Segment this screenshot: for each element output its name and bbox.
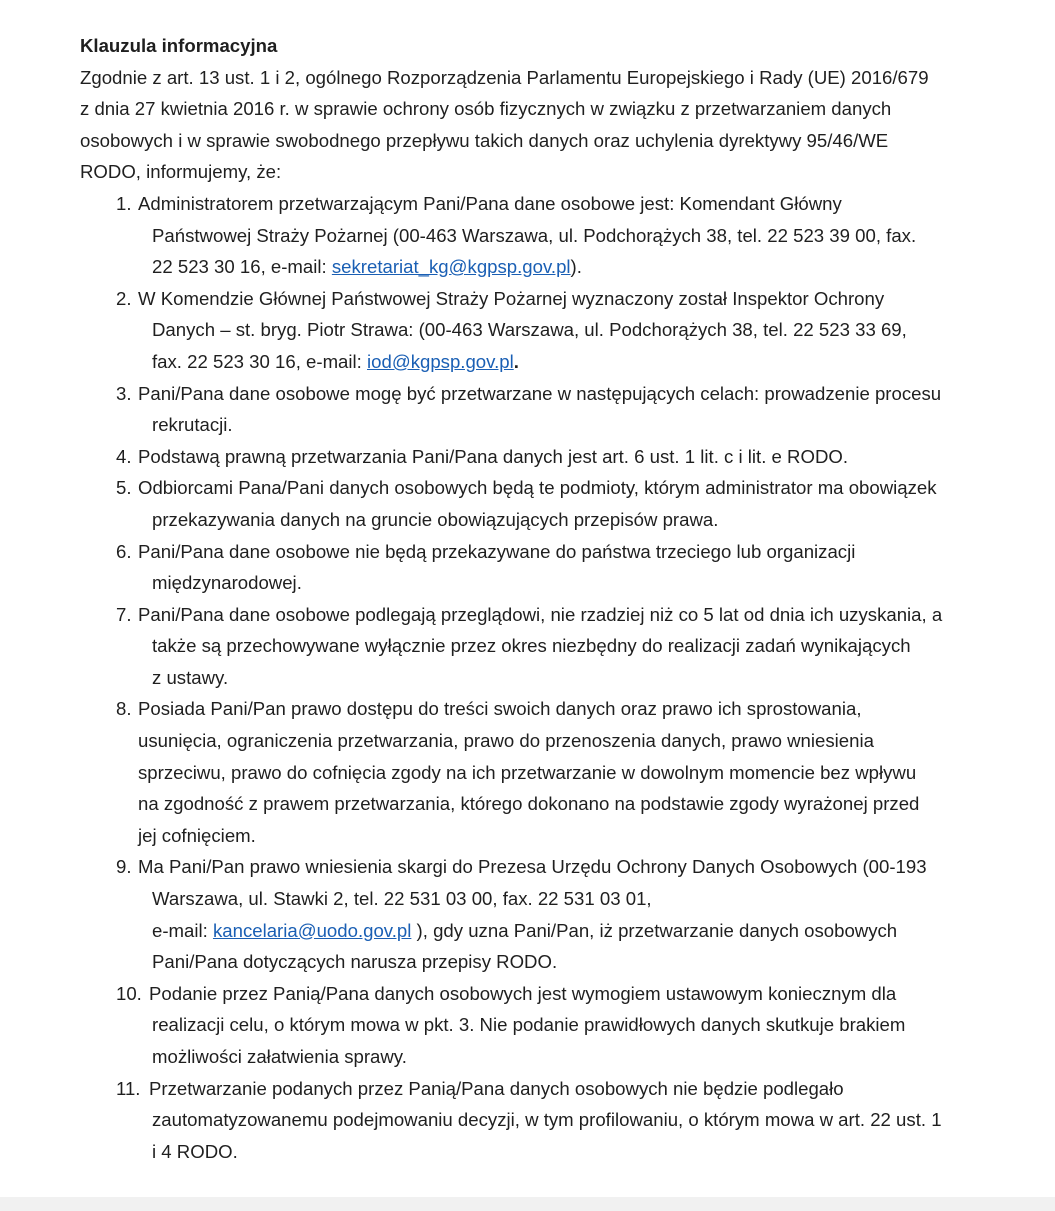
list-item-line: W Komendzie Głównej Państwowej Straży Pożarnej wyznaczony został Inspektor Ochrony — [138, 287, 885, 309]
list-item-line: Pani/Pana dane osobowe nie będą przekazywane do państwa trzeciego lub organizacji — [138, 540, 856, 562]
list-item-text: e-mail: — [152, 919, 213, 941]
list-item-line — [80, 251, 1020, 283]
list-item-line: Podstawą prawną przetwarzania Pani/Pana danych jest art. 6 ust. 1 lit. c i lit. e RODO. — [138, 445, 848, 467]
list-item-text: ). — [570, 256, 582, 278]
list-item-line: zautomatyzowanemu podejmowaniu decyzji, w tym profilowaniu, o którym mowa w art. 22 ust. 1 — [152, 1109, 942, 1131]
intro-paragraph — [80, 62, 1020, 188]
list-item-line: także są przechowywane wyłącznie przez okres niezbędny do realizacji zadań wynikających — [152, 635, 911, 657]
list-item-line: z ustawy. — [152, 666, 229, 688]
list-item — [80, 441, 1020, 473]
list-item — [80, 599, 1020, 694]
list-item-line: Administratorem przetwarzającym Pani/Pana dane osobowe jest: Komendant Główny — [138, 192, 842, 214]
document-title: Klauzula informacyjna — [80, 35, 278, 56]
list-item-line: Państwowej Straży Pożarnej (00-463 Warszawa, ul. Podchorążych 38, tel. 22 523 39 00, fax. — [152, 224, 917, 246]
document-body — [80, 30, 1020, 1167]
list-item-line: Warszawa, ul. Stawki 2, tel. 22 531 03 00, fax. 22 531 03 01, — [152, 888, 652, 910]
list-item-number: 1. — [116, 192, 132, 214]
intro-line: Zgodnie z art. 13 ust. 1 i 2, ogólnego Rozporządzenia Parlamentu Europejskiego i Rady (UE) 2016/679 — [80, 66, 929, 88]
list-item-line: Pani/Pana dane osobowe mogę być przetwarzane w następujących celach: prowadzenie procesu — [138, 382, 942, 404]
list-item-line: realizacji celu, o którym mowa w pkt. 3. Nie podanie prawidłowych danych skutkuje brakiem — [152, 1014, 906, 1036]
list-item-line — [80, 915, 1020, 947]
list-item — [80, 536, 1020, 599]
list-item-number: 10. — [116, 982, 142, 1004]
list-item-line: i 4 RODO. — [152, 1140, 238, 1162]
list-item-line: Pani/Pana dotyczących narusza przepisy RODO. — [152, 951, 558, 973]
intro-line: z dnia 27 kwietnia 2016 r. w sprawie ochrony osób fizycznych w związku z przetwarzaniem danych — [80, 98, 892, 120]
list-item-line: międzynarodowej. — [152, 572, 302, 594]
list-item-number: 11. — [116, 1077, 141, 1099]
list-item-number: 6. — [116, 540, 132, 562]
list-item-text: 22 523 30 16, e-mail: — [152, 256, 332, 278]
list-item-line: Ma Pani/Pan prawo wniesienia skargi do Prezesa Urzędu Ochrony Danych Osobowych (00-193 — [138, 856, 927, 878]
list-item-number: 4. — [116, 445, 132, 467]
list-item-line: możliwości załatwienia sprawy. — [152, 1046, 407, 1067]
list-item — [80, 693, 1020, 851]
clause-list — [80, 188, 1020, 1167]
list-item-text: . — [513, 350, 519, 372]
list-item-line: sprzeciwu, prawo do cofnięcia zgody na ich przetwarzanie w dowolnym momencie bez wpływu — [138, 761, 917, 783]
email-link-sekretariat[interactable]: sekretariat_kg@kgpsp.gov.pl — [331, 256, 571, 278]
list-item — [80, 283, 1020, 378]
list-item-text: fax. 22 523 30 16, e-mail: — [152, 350, 367, 372]
list-item-number: 5. — [116, 477, 132, 499]
list-item-number: 3. — [116, 382, 132, 404]
list-item-text: ), gdy uzna Pani/Pan, iż przetwarzanie danych osobowych — [411, 919, 898, 941]
list-item-line: rekrutacji. — [152, 414, 233, 436]
email-link-kancelaria[interactable]: kancelaria@uodo.gov.pl — [212, 919, 412, 941]
page-bottom-bar — [0, 1197, 1055, 1211]
list-item-line: Odbiorcami Pana/Pani danych osobowych będą te podmioty, którym administrator ma obowiązek — [138, 477, 937, 499]
list-item-line — [80, 346, 1020, 378]
list-item-number: 7. — [116, 603, 132, 625]
intro-line: RODO, informujemy, że: — [80, 161, 282, 183]
list-item-line: Podanie przez Panią/Pana danych osobowych jest wymogiem ustawowym koniecznym dla — [149, 982, 897, 1004]
list-item-line: usunięcia, ograniczenia przetwarzania, prawo do przenoszenia danych, prawo wniesienia — [138, 730, 874, 752]
list-item-number: 8. — [116, 698, 132, 720]
list-item-line: Przetwarzanie podanych przez Panią/Pana danych osobowych nie będzie podlegało — [149, 1077, 844, 1099]
email-link-iod[interactable]: iod@kgpsp.gov.pl — [367, 350, 514, 372]
list-item-line: przekazywania danych na gruncie obowiązujących przepisów prawa. — [152, 508, 719, 530]
list-item — [80, 851, 1020, 977]
list-item — [80, 1073, 1020, 1168]
list-item-number: 9. — [116, 856, 132, 878]
list-item-line: Pani/Pana dane osobowe podlegają przeglądowi, nie rzadziej niż co 5 lat od dnia ich uzyskania, a — [138, 603, 943, 625]
list-item-line: Posiada Pani/Pan prawo dostępu do treści swoich danych oraz prawo ich sprostowania, — [138, 698, 862, 720]
list-item — [80, 188, 1020, 283]
list-item — [80, 472, 1020, 535]
list-item-line: na zgodność z prawem przetwarzania, którego dokonano na podstawie zgody wyrażonej przed — [138, 793, 920, 815]
list-item-number: 2. — [116, 287, 132, 309]
list-item-line: jej cofnięciem. — [138, 824, 256, 846]
list-item — [80, 978, 1020, 1073]
list-item-line: Danych – st. bryg. Piotr Strawa: (00-463 Warszawa, ul. Podchorążych 38, tel. 22 523 33 69, — [152, 319, 907, 341]
intro-line: osobowych i w sprawie swobodnego przepływu takich danych oraz uchylenia dyrektywy 95/46/WE — [80, 129, 889, 151]
list-item — [80, 378, 1020, 441]
